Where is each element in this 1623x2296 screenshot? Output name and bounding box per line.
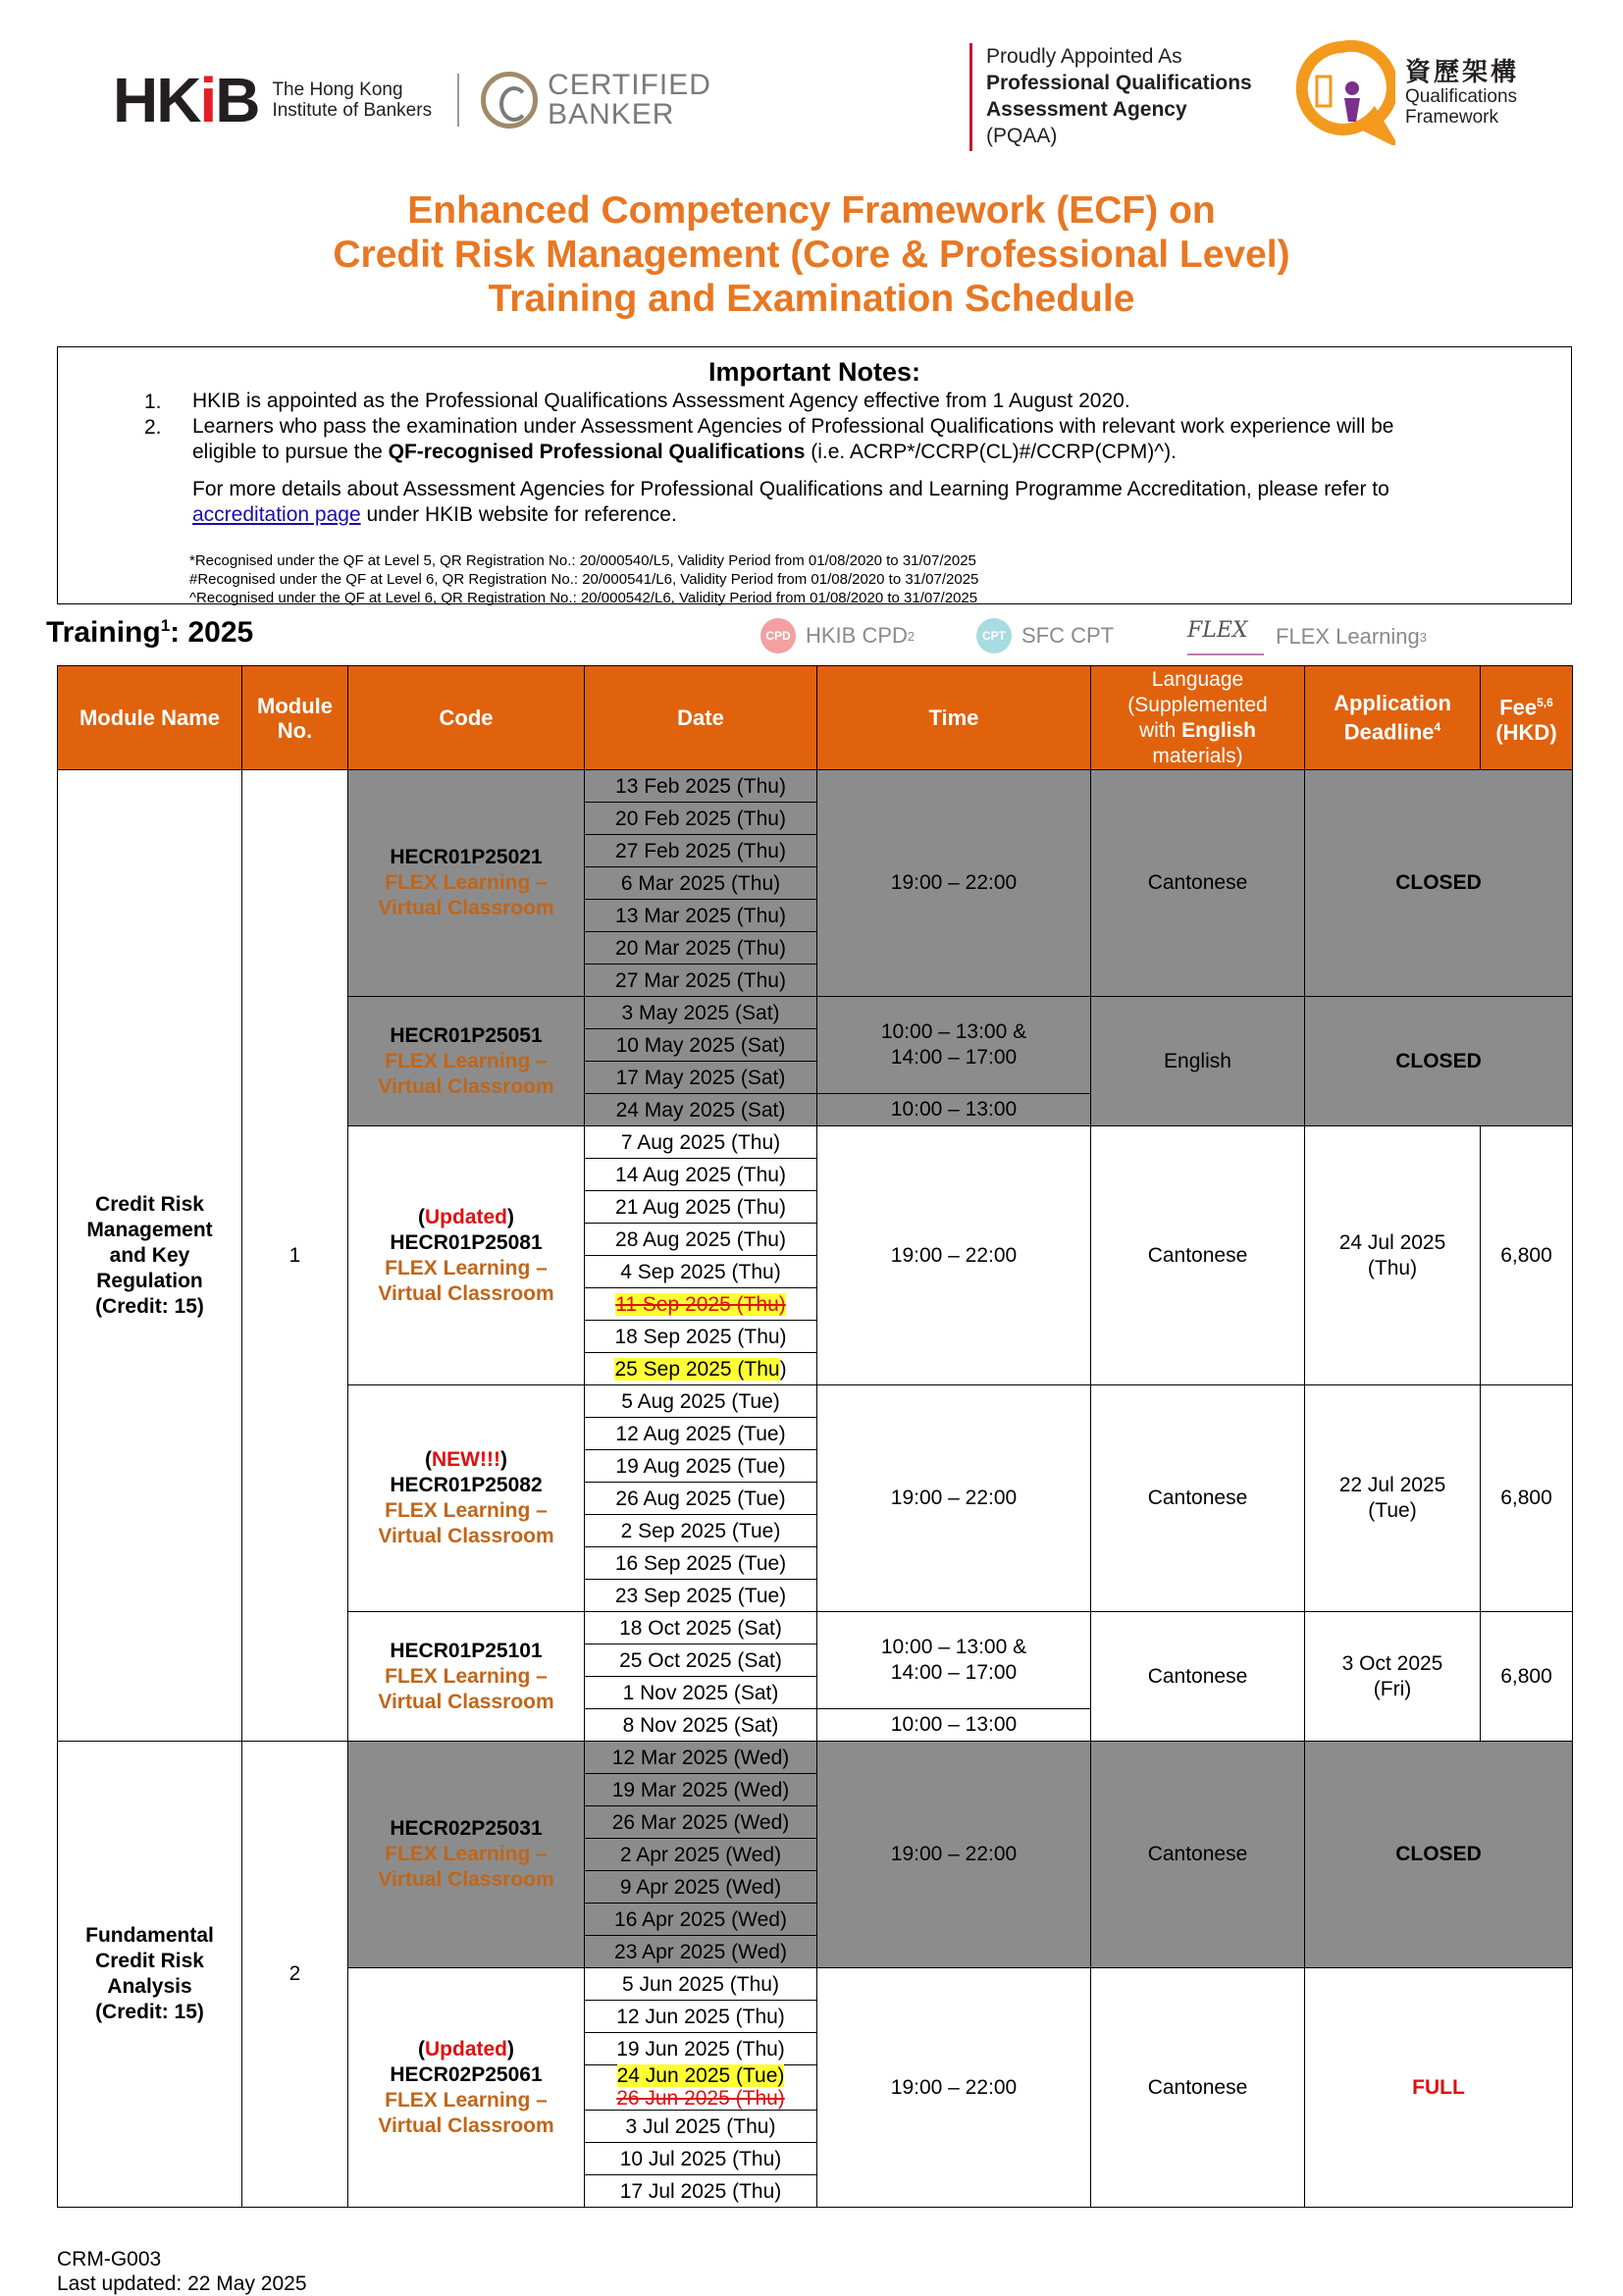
class-time: 10:00 – 13:00 & 14:00 – 17:00 bbox=[817, 997, 1091, 1094]
class-date: 28 Aug 2025 (Thu) bbox=[585, 1224, 817, 1256]
col-language: Language (Supplemented with English materials) bbox=[1091, 666, 1305, 770]
class-date: 23 Sep 2025 (Tue) bbox=[585, 1580, 817, 1612]
class-date: 23 Apr 2025 (Wed) bbox=[585, 1936, 817, 1968]
class-fee: 6,800 bbox=[1481, 1126, 1573, 1385]
class-date-cancelled: 11 Sep 2025 (Thu) bbox=[585, 1288, 817, 1321]
page-subtitle-2: Training and Examination Schedule bbox=[488, 278, 1135, 320]
class-language: Cantonese bbox=[1091, 1612, 1305, 1742]
class-date: 27 Mar 2025 (Thu) bbox=[585, 965, 817, 997]
pqaa-statement: Proudly Appointed As Professional Qualifications Assessment Agency (PQAA) bbox=[986, 45, 1252, 147]
note-2b: eligible to pursue the QF-recognised Professional Qualifications (i.e. ACRP*/CCRP(CL)#/CCRP(CPM)^). bbox=[192, 441, 1177, 463]
pqaa-divider bbox=[969, 43, 972, 151]
class-date: 20 Feb 2025 (Thu) bbox=[585, 803, 817, 835]
class-date: 25 Oct 2025 (Sat) bbox=[585, 1644, 817, 1677]
status-closed: CLOSED bbox=[1305, 997, 1573, 1126]
col-module-name: Module Name bbox=[58, 666, 242, 770]
cpt-icon: CPT bbox=[976, 618, 1012, 653]
table-header-row bbox=[58, 666, 1573, 770]
class-date-new: 24 Jun 2025 (Tue) bbox=[585, 2065, 817, 2088]
legend-cpt: CPT SFC CPT bbox=[976, 618, 1114, 653]
class-date: 17 May 2025 (Sat) bbox=[585, 1062, 817, 1094]
training-heading: Training$^1$: 2025 bbox=[46, 616, 254, 649]
col-module-no: Module No. bbox=[242, 666, 348, 770]
class-date: 2 Apr 2025 (Wed) bbox=[585, 1839, 817, 1871]
class-date: 16 Sep 2025 (Tue) bbox=[585, 1547, 817, 1580]
class-date: 14 Aug 2025 (Thu) bbox=[585, 1159, 817, 1191]
note-2a: Learners who pass the examination under Assessment Agencies of Professional Qualifications with relevant work experience will be bbox=[192, 415, 1394, 438]
class-date: 24 May 2025 (Sat) bbox=[585, 1094, 817, 1126]
application-deadline: 3 Oct 2025 (Fri) bbox=[1305, 1612, 1481, 1742]
class-language: Cantonese bbox=[1091, 1968, 1305, 2208]
class-date: 16 Apr 2025 (Wed) bbox=[585, 1904, 817, 1936]
class-date: 18 Oct 2025 (Sat) bbox=[585, 1612, 817, 1644]
footnote-ccrp-cl: #Recognised under the QF at Level 6, QR Registration No.: 20/000541/L6, Validity Period from 01/08/2020 to 31/07/2025 bbox=[189, 571, 979, 588]
flex-learning-icon: FLEX bbox=[1187, 618, 1264, 655]
class-date: 19 Mar 2025 (Wed) bbox=[585, 1774, 817, 1806]
class-code-cell: HECR01P25051 FLEX Learning – Virtual Classroom bbox=[348, 997, 585, 1126]
module-no-2: 2 bbox=[242, 1742, 348, 2208]
class-date: 9 Apr 2025 (Wed) bbox=[585, 1871, 817, 1904]
class-fee: 6,800 bbox=[1481, 1612, 1573, 1742]
table-row bbox=[58, 770, 1573, 803]
class-date: 26 Aug 2025 (Tue) bbox=[585, 1483, 817, 1515]
status-full: FULL bbox=[1305, 1968, 1573, 2208]
class-time: 19:00 – 22:00 bbox=[817, 770, 1091, 997]
footnote-ccrp-cpm: ^Recognised under the QF at Level 6, QR Registration No.: 20/000542/L6, Validity Period from 01/08/2020 to 31/07/2025 bbox=[189, 590, 978, 606]
col-deadline: Application Deadline$^4$ bbox=[1305, 666, 1481, 770]
application-deadline: 22 Jul 2025 (Tue) bbox=[1305, 1385, 1481, 1612]
important-notes-box: Important Notes: 1. HKIB is appointed as the Professional Qualifications Assessment Agency effective from 1 August 2020. 2. Learners who pass the examination under Assessment Agencies of Professional Qualifications with relevant work experience will be eligible to pursue the QF-recognised Professional Qualifications (i.e. ACRP*/CCRP(CL)#/CCRP(CPM)^). For more details about Assessment Agencies for Professional Qualifications and Learning Programme Accreditation, please refer to accreditation page under HKIB website for reference. *Recognised under the QF at Level 5, QR Registration No.: 20/000540/L5, Validity Period from 01/08/2020 to 31/07/2025 #Recognised under the QF at Level 6, QR Registration No.: 20/000541/L6, Validity Period from 01/08/2020 to 31/07/2025 ^Recognised under the QF at Level 6, QR Registration No.: 20/000542/L6, Validity Period from 01/08/2020 to 31/07/2025 bbox=[57, 346, 1572, 604]
class-date: 10 May 2025 (Sat) bbox=[585, 1029, 817, 1062]
class-date: 13 Feb 2025 (Thu) bbox=[585, 770, 817, 803]
class-date: 7 Aug 2025 (Thu) bbox=[585, 1126, 817, 1159]
class-date: 3 Jul 2025 (Thu) bbox=[585, 2111, 817, 2143]
class-date: 10 Jul 2025 (Thu) bbox=[585, 2143, 817, 2175]
class-date: 12 Jun 2025 (Thu) bbox=[585, 2001, 817, 2033]
class-language: Cantonese bbox=[1091, 1742, 1305, 1968]
class-time: 10:00 – 13:00 bbox=[817, 1709, 1091, 1742]
class-time: 19:00 – 22:00 bbox=[817, 1742, 1091, 1968]
accreditation-page-link[interactable]: accreditation page bbox=[192, 503, 361, 526]
certified-banker-icon bbox=[481, 72, 538, 129]
class-time: 19:00 – 22:00 bbox=[817, 1968, 1091, 2208]
class-date-cancelled: 26 Jun 2025 (Thu) bbox=[585, 2088, 817, 2111]
col-fee: Fee$^{5,6}$ (HKD) bbox=[1481, 666, 1573, 770]
class-date: 19 Aug 2025 (Tue) bbox=[585, 1450, 817, 1483]
class-date: 27 Feb 2025 (Thu) bbox=[585, 835, 817, 867]
application-deadline: 24 Jul 2025 (Thu) bbox=[1305, 1126, 1481, 1385]
class-time: 10:00 – 13:00 & 14:00 – 17:00 bbox=[817, 1612, 1091, 1709]
class-language: English bbox=[1091, 997, 1305, 1126]
class-time: 10:00 – 13:00 bbox=[817, 1094, 1091, 1126]
footnote-acrp: *Recognised under the QF at Level 5, QR Registration No.: 20/000540/L5, Validity Period from 01/08/2020 to 31/07/2025 bbox=[189, 552, 976, 569]
module-no-1: 1 bbox=[242, 770, 348, 1742]
cpd-icon: CPD bbox=[760, 618, 796, 653]
class-code-cell: (Updated) HECR01P25081 FLEX Learning – Virtual Classroom bbox=[348, 1126, 585, 1385]
document-footer bbox=[57, 2247, 307, 2296]
class-date: 5 Jun 2025 (Thu) bbox=[585, 1968, 817, 2001]
module-name-2: Fundamental Credit Risk Analysis (Credit: 15) bbox=[58, 1742, 242, 2208]
class-date: 19 Jun 2025 (Thu) bbox=[585, 2033, 817, 2065]
hkib-logo bbox=[113, 61, 711, 139]
col-code: Code bbox=[348, 666, 585, 770]
hkib-name: The Hong Kong Institute of Bankers bbox=[272, 79, 433, 121]
qf-logo-icon bbox=[1287, 37, 1395, 145]
note-more-a: For more details about Assessment Agencies for Professional Qualifications and Learning Programme Accreditation, please refer to bbox=[192, 478, 1389, 500]
logo-divider bbox=[457, 74, 459, 127]
class-language: Cantonese bbox=[1091, 1385, 1305, 1612]
legend-cpd: CPD HKIB CPD 2 bbox=[760, 618, 915, 653]
notes-heading: Important Notes: bbox=[708, 357, 920, 387]
legend-flex: FLEX FLEX Learning 3 bbox=[1187, 618, 1427, 655]
page-title: Enhanced Competency Framework (ECF) on bbox=[407, 189, 1216, 232]
class-time: 19:00 – 22:00 bbox=[817, 1385, 1091, 1612]
page-subtitle: Credit Risk Management (Core & Professional Level) bbox=[333, 234, 1290, 276]
status-closed: CLOSED bbox=[1305, 770, 1573, 997]
note-1: HKIB is appointed as the Professional Qualifications Assessment Agency effective from 1 August 2020. bbox=[192, 390, 1130, 412]
class-date: 6 Mar 2025 (Thu) bbox=[585, 867, 817, 900]
status-closed: CLOSED bbox=[1305, 1742, 1573, 1968]
class-time: 19:00 – 22:00 bbox=[817, 1126, 1091, 1385]
schedule-table bbox=[57, 665, 1573, 2208]
note-more-b: accreditation page under HKIB website for reference. bbox=[192, 503, 677, 526]
class-code-cell: HECR01P25101 FLEX Learning – Virtual Classroom bbox=[348, 1612, 585, 1742]
class-language: Cantonese bbox=[1091, 1126, 1305, 1385]
class-date: 12 Mar 2025 (Wed) bbox=[585, 1742, 817, 1774]
col-date: Date bbox=[585, 666, 817, 770]
document-code: CRM-G003 bbox=[57, 2248, 162, 2270]
class-date: 18 Sep 2025 (Thu) bbox=[585, 1321, 817, 1353]
class-date: 17 Jul 2025 (Thu) bbox=[585, 2175, 817, 2208]
class-date: 26 Mar 2025 (Wed) bbox=[585, 1806, 817, 1839]
class-date: 3 May 2025 (Sat) bbox=[585, 997, 817, 1029]
last-updated: Last updated: 22 May 2025 bbox=[57, 2272, 307, 2295]
module-name-1: Credit Risk Management and Key Regulation (Credit: 15) bbox=[58, 770, 242, 1742]
class-code-cell: (NEW!!!) HECR01P25082 FLEX Learning – Virtual Classroom bbox=[348, 1385, 585, 1612]
class-date: 1 Nov 2025 (Sat) bbox=[585, 1677, 817, 1709]
class-date: 13 Mar 2025 (Thu) bbox=[585, 900, 817, 932]
class-code-cell: (Updated) HECR02P25061 FLEX Learning – Virtual Classroom bbox=[348, 1968, 585, 2208]
class-date: 21 Aug 2025 (Thu) bbox=[585, 1191, 817, 1224]
class-date-new: 25 Sep 2025 (Thu) bbox=[585, 1353, 817, 1385]
class-code-cell: HECR02P25031 FLEX Learning – Virtual Classroom bbox=[348, 1742, 585, 1968]
class-date: 12 Aug 2025 (Tue) bbox=[585, 1418, 817, 1450]
class-code-cell: HECR01P25021 FLEX Learning – Virtual Classroom bbox=[348, 770, 585, 997]
class-fee: 6,800 bbox=[1481, 1385, 1573, 1612]
class-date: 4 Sep 2025 (Thu) bbox=[585, 1256, 817, 1288]
qf-text: 資歷架構 Qualifications Framework bbox=[1405, 57, 1520, 128]
col-time: Time bbox=[817, 666, 1091, 770]
class-date: 5 Aug 2025 (Tue) bbox=[585, 1385, 817, 1418]
class-date: 20 Mar 2025 (Thu) bbox=[585, 932, 817, 965]
hkib-mark: HKiB bbox=[113, 65, 259, 135]
class-language: Cantonese bbox=[1091, 770, 1305, 997]
certified-banker-text: CERTIFIED BANKER bbox=[548, 69, 711, 130]
class-date: 2 Sep 2025 (Tue) bbox=[585, 1515, 817, 1547]
class-date: 8 Nov 2025 (Sat) bbox=[585, 1709, 817, 1742]
